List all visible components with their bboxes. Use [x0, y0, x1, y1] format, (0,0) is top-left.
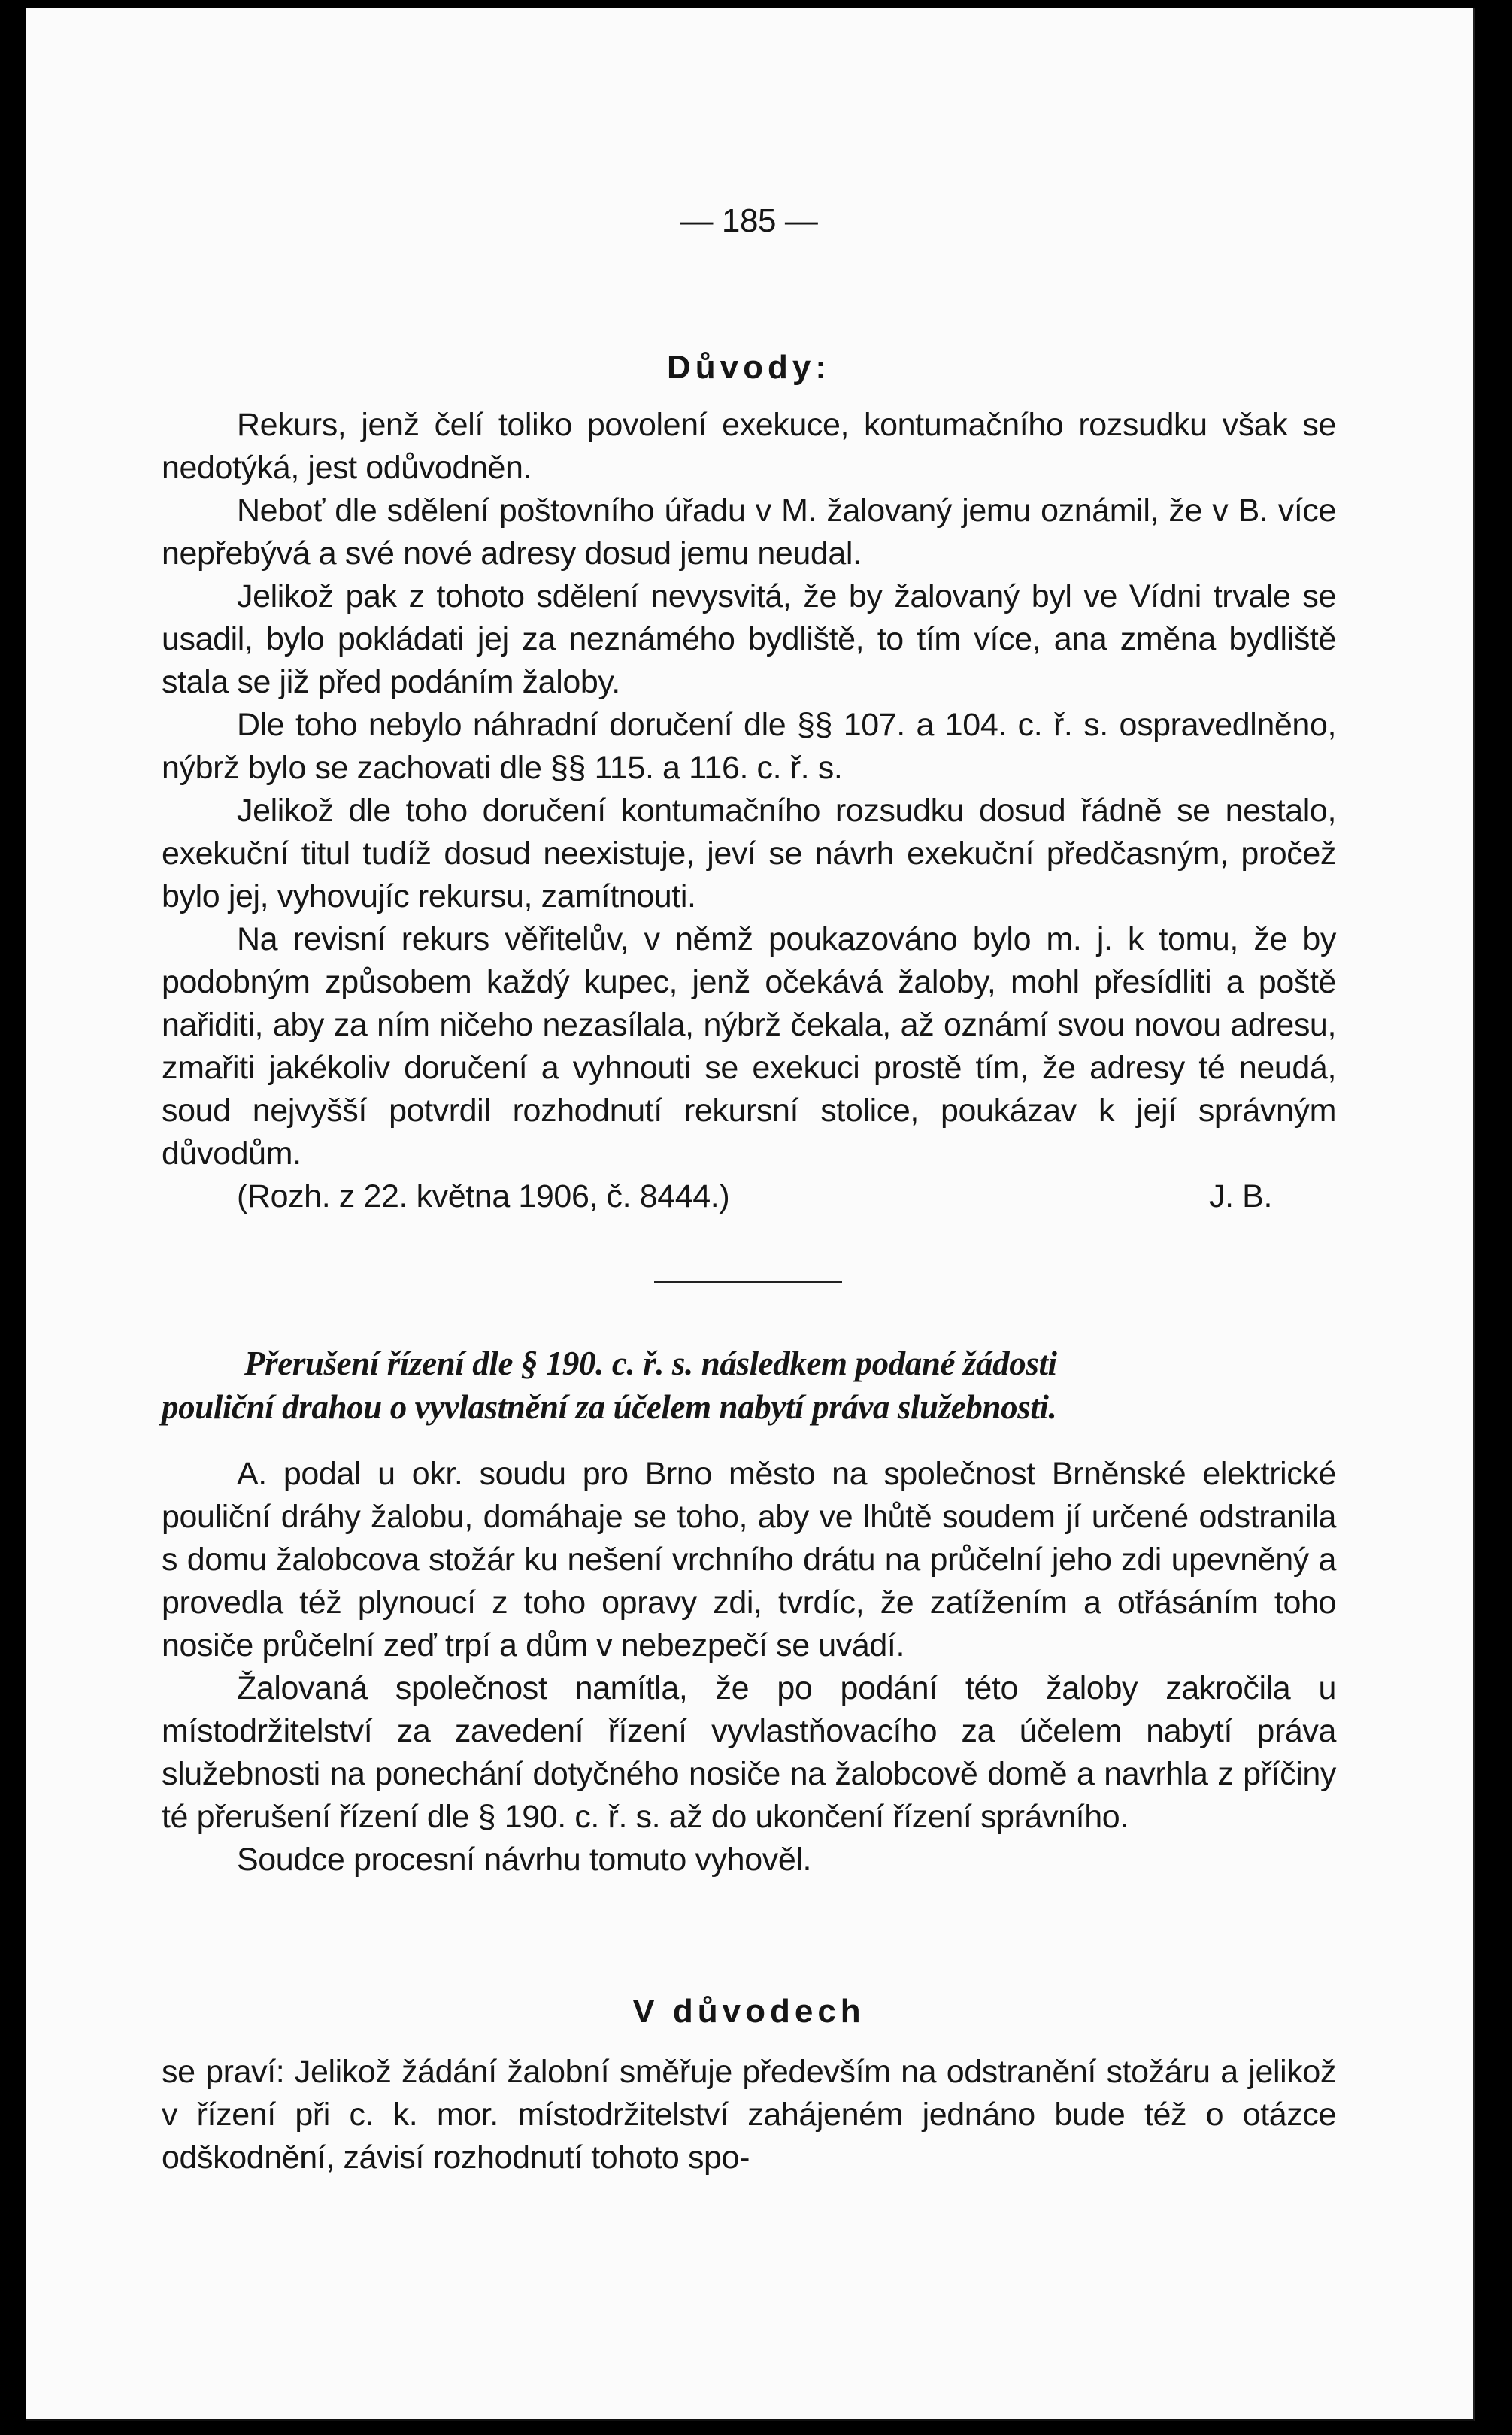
- paragraph: Jelikož dle toho doručení kontumačního rozsudku dosud řádně se nestalo, exekuční titul tudíž dosud neexistuje, jeví se návrh exekuční předčasným, pročež bylo jej, vyhovujíc rekursu, zamítnouti.: [162, 793, 1336, 914]
- section-facts: [162, 1453, 1336, 1882]
- subtitle-line-1: Přerušení řízení dle § 190. c. ř. s. následkem podané žádosti: [244, 1345, 1057, 1382]
- paragraph: Neboť dle sdělení poštovního úřadu v M. žalovaný jemu oznámil, že v B. více nepřebývá a své nové adresy dosud jemu neudal.: [162, 493, 1336, 572]
- heading-v-duvodech: V důvodech: [632, 1993, 865, 2030]
- section-reasons: [162, 404, 1336, 1218]
- paragraph: A. podal u okr. soudu pro Brno město na společnost Brněnské elektrické pouliční dráhy žalobu, domáhaje se toho, aby ve lhůtě soudem jí určené odstranila s domu žalobcova stožár ku nešení vrchního drátu na průčelní jeho zdi upevněný a provedla též plynoucí z toho opravy zdi, tvrdíc, že zatížením a otřásáním toho nosiče průčelní zeď trpí a dům v nebezpečí se uvádí.: [162, 1456, 1336, 1663]
- paragraph: se praví: Jelikož žádání žalobní směřuje především na odstranění stožáru a jelikož v řízení při c. k. mor. místodržitelství zahájeném jednáno bude též o otázce odškodnění, závisí rozhodnutí tohoto spo-: [162, 2054, 1336, 2176]
- section-divider: [654, 1281, 842, 1283]
- book-page: [26, 8, 1475, 2421]
- paragraph: Žalovaná společnost namítla, že po podání této žaloby zakročila u místodržitelství za zavedení řízení vyvlastňovacího za účelem nabytí práva služebnosti na ponechání dotyčného nosiče na žalobcově domě a navrhla z příčiny té přerušení řízení dle § 190. c. ř. s. až do ukončení řízení správního.: [162, 1670, 1336, 1835]
- page-number: — 185 —: [680, 202, 818, 239]
- subtitle-line-2: pouliční drahou o vyvlastnění za účelem nabytí práva služebnosti.: [162, 1388, 1057, 1426]
- paragraph: Na revisní rekurs věřitelův, v němž poukazováno bylo m. j. k tomu, že by podobným způsobem každý kupec, jenž očekává žaloby, mohl přesídliti a poště nařiditi, aby za ním ničeho nezasílala, nýbrž čekala, až oznámí svou novou adresu, zmařiti jakékoliv doručení a vyhnouti se exekuci prostě tím, že adresy té neudá, soud nejvyšší potvrdil rozhodnutí rekursní stolice, poukázav k její správným důvodům.: [162, 921, 1336, 1172]
- citation: (Rozh. z 22. května 1906, č. 8444.): [237, 1178, 730, 1214]
- paragraph: Rekurs, jenž čelí toliko povolení exekuce, kontumačního rozsudku však se nedotýká, jest odůvodněn.: [162, 407, 1336, 486]
- paragraph: Dle toho nebylo náhradní doručení dle §§ 107. a 104. c. ř. s. ospravedlněno, nýbrž bylo se zachovati dle §§ 115. a 116. c. ř. s.: [162, 707, 1336, 786]
- citation-line: [162, 1175, 1336, 1218]
- paragraph: Jelikož pak z tohoto sdělení nevysvitá, že by žalovaný byl ve Vídni trvale se usadil, bylo pokládati jej za neznámého bydliště, to tím více, ana změna bydliště stala se již před podáním žaloby.: [162, 578, 1336, 700]
- case-subtitle: [162, 1342, 1419, 1429]
- section-final: [162, 2051, 1336, 2179]
- heading-duvody: Důvody:: [667, 349, 831, 386]
- signature: J. B.: [1208, 1178, 1272, 1214]
- paragraph: Soudce procesní návrhu tomuto vyhověl.: [237, 1842, 812, 1878]
